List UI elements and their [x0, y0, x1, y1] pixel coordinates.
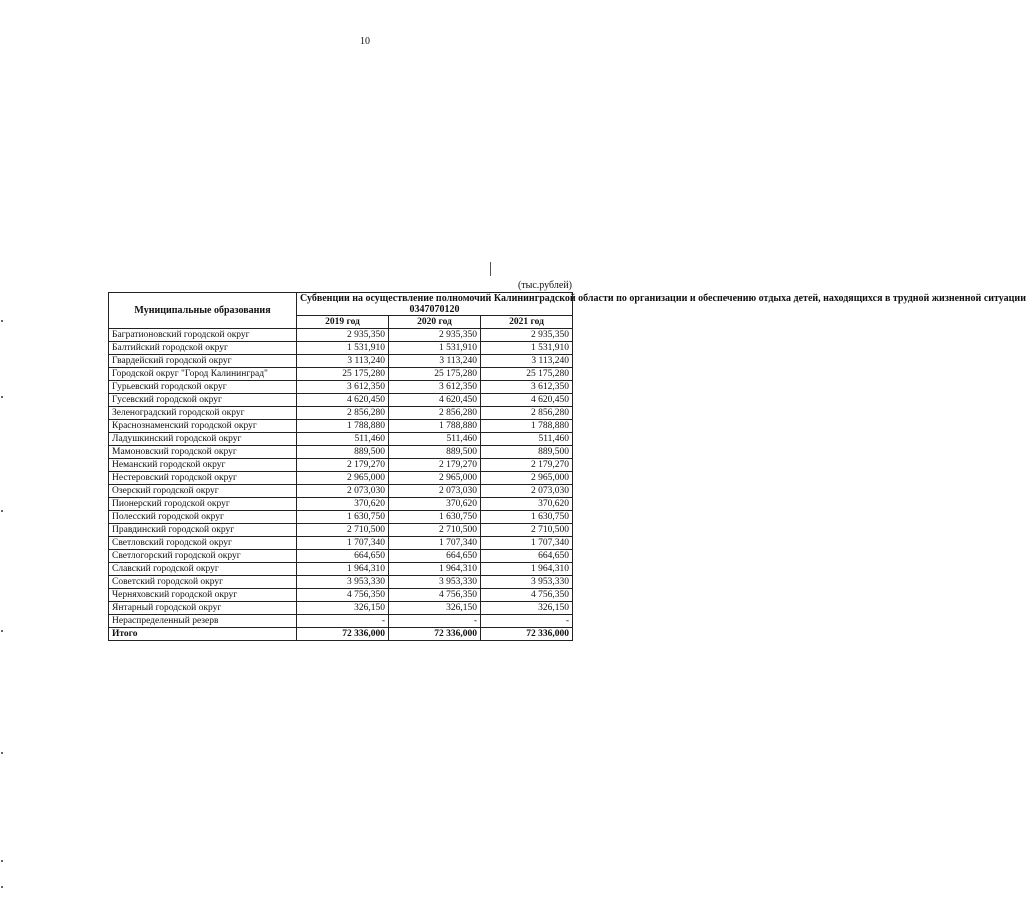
amount-1: 3 113,240 [297, 355, 389, 368]
municipality-name: Ладушкинский городской округ [109, 433, 297, 446]
total-label: Итого [109, 628, 297, 641]
amount-1: - [297, 615, 389, 628]
table-row [109, 537, 573, 550]
amount-2: 889,500 [389, 446, 481, 459]
amount-3: 2 179,270 [481, 459, 573, 472]
amount-1: 4 756,350 [297, 589, 389, 602]
municipality-name: Черняховский городской округ [109, 589, 297, 602]
table-row [109, 446, 573, 459]
municipality-name: Нестеровский городской округ [109, 472, 297, 485]
total-amount-3: 72 336,000 [481, 628, 573, 641]
amount-3: 1 531,910 [481, 342, 573, 355]
amount-2: 1 788,880 [389, 420, 481, 433]
table-row [109, 381, 573, 394]
amount-2: 2 856,280 [389, 407, 481, 420]
amount-1: 2 965,000 [297, 472, 389, 485]
table-row [109, 589, 573, 602]
municipality-name: Краснознаменский городской округ [109, 420, 297, 433]
amount-1: 664,650 [297, 550, 389, 563]
table-row [109, 329, 573, 342]
municipality-name: Полесский городской округ [109, 511, 297, 524]
amount-1: 370,620 [297, 498, 389, 511]
amount-2: 2 710,500 [389, 524, 481, 537]
amount-2: 1 707,340 [389, 537, 481, 550]
amount-2: 2 965,000 [389, 472, 481, 485]
amount-3: 3 953,330 [481, 576, 573, 589]
total-amount-2: 72 336,000 [389, 628, 481, 641]
municipality-name: Багратионовский городской округ [109, 329, 297, 342]
amount-1: 3 612,350 [297, 381, 389, 394]
table-row [109, 420, 573, 433]
amount-3: - [481, 615, 573, 628]
amount-1: 1 531,910 [297, 342, 389, 355]
amount-2: 4 756,350 [389, 589, 481, 602]
table-row [109, 511, 573, 524]
municipality-name: Гвардейский городской округ [109, 355, 297, 368]
municipality-name: Гусевский городской округ [109, 394, 297, 407]
amount-2: 1 630,750 [389, 511, 481, 524]
table-row [109, 342, 573, 355]
amount-2: - [389, 615, 481, 628]
amount-1: 2 935,350 [297, 329, 389, 342]
amount-2: 3 612,350 [389, 381, 481, 394]
units-note: (тыс.рублей) [517, 280, 572, 291]
scan-artifact-mark [490, 262, 491, 276]
table-row [109, 524, 573, 537]
year-header-2: 2020 год [389, 316, 481, 329]
amount-1: 2 179,270 [297, 459, 389, 472]
municipality-name: Зеленоградский городской округ [109, 407, 297, 420]
table-row [109, 602, 573, 615]
municipality-name: Пионерский городской округ [109, 498, 297, 511]
amount-3: 370,620 [481, 498, 573, 511]
amount-2: 25 175,280 [389, 368, 481, 381]
amount-1: 2 710,500 [297, 524, 389, 537]
amount-2: 370,620 [389, 498, 481, 511]
amount-2: 2 935,350 [389, 329, 481, 342]
amount-1: 1 788,880 [297, 420, 389, 433]
table-row [109, 472, 573, 485]
amount-2: 2 073,030 [389, 485, 481, 498]
amount-3: 4 756,350 [481, 589, 573, 602]
municipality-name: Янтарный городской округ [109, 602, 297, 615]
header-subsidy-code: 0347070120 [409, 304, 460, 315]
amount-3: 664,650 [481, 550, 573, 563]
year-header-3: 2021 год [481, 316, 573, 329]
table-row [109, 485, 573, 498]
amount-3: 1 630,750 [481, 511, 573, 524]
amount-1: 326,150 [297, 602, 389, 615]
table-row [109, 576, 573, 589]
municipality-name: Славский городской округ [109, 563, 297, 576]
amount-2: 326,150 [389, 602, 481, 615]
table-row [109, 368, 573, 381]
municipality-name: Правдинский городской округ [109, 524, 297, 537]
amount-1: 511,460 [297, 433, 389, 446]
subsidy-table [108, 292, 1026, 641]
municipality-name: Озерский городской округ [109, 485, 297, 498]
table-row [109, 355, 573, 368]
amount-3: 1 788,880 [481, 420, 573, 433]
amount-1: 889,500 [297, 446, 389, 459]
table-row [109, 615, 573, 628]
year-header-1: 2019 год [297, 316, 389, 329]
table-row [109, 459, 573, 472]
scan-edge-marks [0, 300, 6, 900]
amount-3: 25 175,280 [481, 368, 573, 381]
amount-3: 1 707,340 [481, 537, 573, 550]
table-row [109, 433, 573, 446]
header-subsidy [297, 293, 1026, 316]
amount-3: 2 710,500 [481, 524, 573, 537]
amount-2: 1 964,310 [389, 563, 481, 576]
table-row [109, 407, 573, 420]
page-number: 10 [360, 36, 370, 47]
header-subsidy-title: Субвенции на осуществление полномочий Калининградской области по организации и обеспечению отдыха детей, находящихся в трудной жизненной ситуации [300, 293, 1026, 304]
amount-3: 2 935,350 [481, 329, 573, 342]
amount-2: 511,460 [389, 433, 481, 446]
amount-3: 2 073,030 [481, 485, 573, 498]
amount-2: 4 620,450 [389, 394, 481, 407]
amount-3: 2 965,000 [481, 472, 573, 485]
amount-2: 3 113,240 [389, 355, 481, 368]
municipality-name: Балтийский городской округ [109, 342, 297, 355]
amount-2: 3 953,330 [389, 576, 481, 589]
amount-3: 326,150 [481, 602, 573, 615]
municipality-name: Гурьевский городской округ [109, 381, 297, 394]
amount-3: 3 113,240 [481, 355, 573, 368]
table-row [109, 563, 573, 576]
total-row [109, 628, 573, 641]
amount-3: 1 964,310 [481, 563, 573, 576]
municipality-name: Советский городской округ [109, 576, 297, 589]
municipality-name: Мамоновский городской округ [109, 446, 297, 459]
table-row [109, 394, 573, 407]
municipality-name: Нераспределенный резерв [109, 615, 297, 628]
amount-1: 1 630,750 [297, 511, 389, 524]
total-amount-1: 72 336,000 [297, 628, 389, 641]
amount-3: 4 620,450 [481, 394, 573, 407]
amount-3: 889,500 [481, 446, 573, 459]
municipality-name: Неманский городской округ [109, 459, 297, 472]
municipality-name: Светловский городской округ [109, 537, 297, 550]
amount-1: 1 707,340 [297, 537, 389, 550]
header-municipalities: Муниципальные образования [109, 293, 297, 329]
amount-2: 2 179,270 [389, 459, 481, 472]
municipality-name: Светлогорский городской округ [109, 550, 297, 563]
amount-2: 1 531,910 [389, 342, 481, 355]
municipality-name: Городской округ "Город Калининград" [109, 368, 297, 381]
amount-3: 2 856,280 [481, 407, 573, 420]
table-row [109, 498, 573, 511]
amount-1: 1 964,310 [297, 563, 389, 576]
amount-1: 4 620,450 [297, 394, 389, 407]
amount-3: 3 612,350 [481, 381, 573, 394]
amount-1: 25 175,280 [297, 368, 389, 381]
amount-1: 2 073,030 [297, 485, 389, 498]
table-row [109, 550, 573, 563]
amount-1: 2 856,280 [297, 407, 389, 420]
amount-3: 511,460 [481, 433, 573, 446]
amount-1: 3 953,330 [297, 576, 389, 589]
amount-2: 664,650 [389, 550, 481, 563]
